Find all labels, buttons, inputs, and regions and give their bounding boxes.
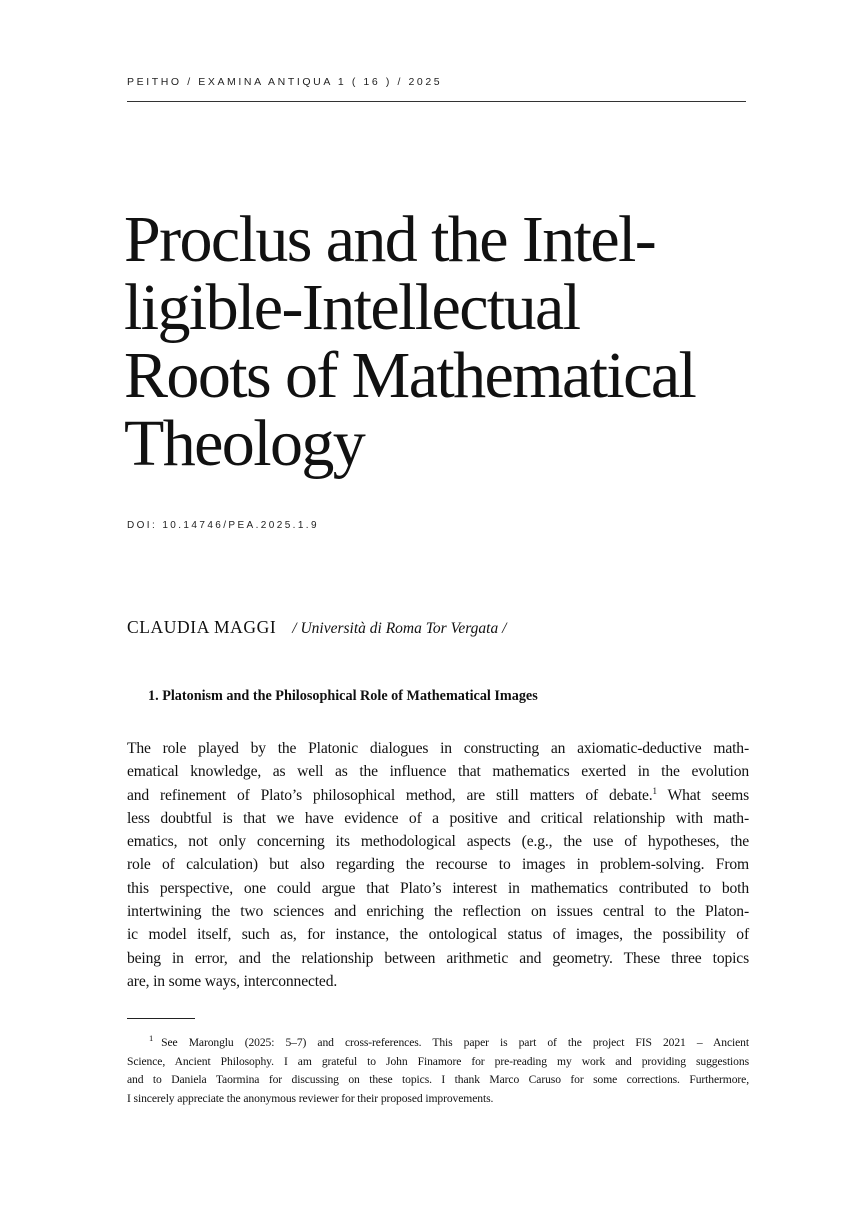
body-line: less doubtful is that we have evidence of a positive and critical relationship with math- bbox=[127, 809, 749, 827]
section-heading: 1. Platonism and the Philosophical Role of Mathematical Images bbox=[148, 688, 538, 704]
title-line: ligible-Intellectual bbox=[124, 271, 580, 344]
title-line: Theology bbox=[124, 407, 365, 480]
body-line: are, in some ways, interconnected. bbox=[127, 972, 338, 990]
body-line: being in error, and the relationship between arithmetic and geometry. These three topics bbox=[127, 949, 749, 967]
body-line: ic model itself, such as, for instance, the ontological status of images, the possibility of bbox=[127, 926, 749, 944]
author-line bbox=[127, 617, 506, 638]
footnote-reference[interactable]: 1 bbox=[652, 785, 657, 796]
body-paragraph bbox=[127, 737, 749, 993]
header-rule bbox=[127, 101, 746, 102]
title-line: Roots of Mathematical bbox=[124, 339, 696, 412]
footnote-number: 1 bbox=[149, 1033, 154, 1044]
body-line: this perspective, one could argue that Plato’s interest in mathematics contributed to both bbox=[127, 879, 749, 897]
footnote-line: Science, Ancient Philosophy. I am grateful to John Finamore for pre-reading my work and providing suggestions bbox=[127, 1054, 749, 1068]
footnote-line: and to Daniela Taormina for discussing on these topics. I thank Marco Caruso for some corrections. Furthermore, bbox=[127, 1073, 749, 1086]
author-affiliation: / Università di Roma Tor Vergata / bbox=[292, 620, 507, 637]
body-line: role of calculation) but also regarding the recourse to images in problem-solving. From bbox=[127, 856, 749, 874]
footnote bbox=[127, 1034, 749, 1108]
footnote-line bbox=[127, 1034, 749, 1053]
article-title bbox=[124, 203, 764, 480]
author-name: CLAUDIA MAGGI bbox=[127, 617, 277, 637]
body-line bbox=[127, 784, 749, 807]
footnote-line-text: See Maronglu (2025: 5–7) and cross-references. This paper is part of the project FIS 2021 – Ancient bbox=[161, 1036, 749, 1049]
body-line: ematics, not only concerning its methodological aspects (e.g., the use of hypotheses, the bbox=[127, 833, 749, 851]
body-line-text: What seems bbox=[656, 786, 750, 804]
footnote-line: I sincerely appreciate the anonymous reviewer for their proposed improvements. bbox=[127, 1091, 494, 1105]
title-line: Proclus and the Intel- bbox=[124, 203, 656, 276]
body-line-text: and refinement of Plato’s philosophical method, are still matters of debate. bbox=[127, 786, 653, 804]
body-line: ematical knowledge, as well as the influence that mathematics exerted in the evolution bbox=[127, 763, 749, 781]
running-head: PEITHO / EXAMINA ANTIQUA 1 ( 16 ) / 2025 bbox=[127, 76, 443, 88]
body-line: The role played by the Platonic dialogues in constructing an axiomatic-deductive math- bbox=[127, 740, 749, 757]
body-line: intertwining the two sciences and enriching the reflection on issues central to the Platon- bbox=[127, 903, 749, 921]
doi-link[interactable]: DOI: 10.14746/PEA.2025.1.9 bbox=[127, 520, 319, 531]
footnote-rule bbox=[127, 1018, 195, 1019]
